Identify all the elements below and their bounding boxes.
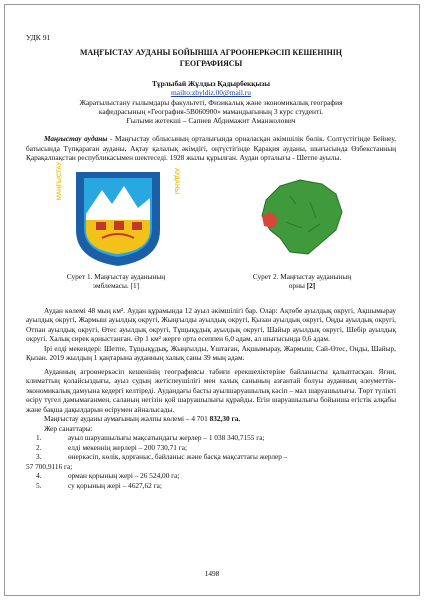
total-area-paragraph: [26, 414, 396, 424]
affiliation-line-2: кафедрасының «География-5В060900» мамандығының 3 курс студенті.: [98, 106, 324, 116]
affiliation-line-1: Жаратылыстану ғылымдары факультеті, Физикалық және экономикалық география: [79, 97, 343, 107]
figure1-caption-line-2: эмблемасы. [1]: [92, 281, 140, 291]
district-emblem-image: [57, 161, 179, 268]
district-location-map: [250, 172, 350, 264]
land-categories-header: Жер санаттары:: [44, 423, 93, 433]
author-name: Тұрлыбай Жұлдыз Қадырбекқызы: [151, 79, 271, 88]
total-area-text: Маңғыстау ауданы аумағының жалпы көлемі – 4 701: [44, 414, 210, 424]
udc-code: УДК 91: [26, 33, 51, 42]
list-item: 3. өнеркәсіп, көлік, қорғаныс, байланыс және басқа мақсаттағы жерлер –: [36, 452, 288, 462]
figure2-caption-text: орны: [288, 281, 307, 291]
page-title: [26, 48, 396, 69]
total-area-value: 832,30 га.: [209, 414, 241, 424]
figure2-reference: [2]: [306, 281, 316, 291]
figure1-caption-line-1: Сурет 1. Маңғыстау ауданының: [66, 271, 166, 281]
intro-lead: Маңғыстау ауданы: [44, 134, 108, 144]
figure1-caption: [46, 272, 186, 291]
agro-paragraph: Ауданның агроөнеркәсіп кешенінің географиясы табиғи ерекшеліктеріне байланысты қалыптасқан. Яғни, климаттың қолайсыздығы, ауыз судың жетіспеушілігі мен халық санының азғантай болуы ауданның әлеуметтік-экономикалық дамуына кедергі келтіреді. Аудандағы басты ауылшаруашылық кәсіп – мал шаруашылығы. Төрт түлікті өсіру түгел дамымағанмен, саланың негізін қой шаруашылығы құрайды. Егін шаруашылығы бойынша егістік алқабы және бақша дақылдарын өсірумен айналысады.: [26, 366, 396, 414]
author-block: [26, 79, 396, 125]
list-item-continuation: 57 700,9116 га;: [26, 461, 73, 471]
land-categories-list: [26, 433, 396, 489]
figure2-caption-line-1: Сурет 2. Маңғыстау ауданының: [252, 271, 352, 281]
author-email-link[interactable]: mailto:zhyldiz.00@mail.ru: [171, 88, 251, 98]
list-item: 2. елді мекеннің жерлері – 200 730,71 га;: [36, 442, 187, 452]
page-number: 1498: [204, 569, 220, 578]
figures-row: [26, 161, 396, 306]
list-item: 1. ауыл шаруашылығы мақсатындағы жерлер – 1 038 340,7155 га;: [36, 433, 265, 443]
emblem-lettering-left: МАҢҒЫСТАУ: [57, 161, 63, 201]
advisor-line: Ғылыми жетекші – Сапиев Абдимажит Аманжолович: [126, 116, 296, 126]
document-page: [26, 36, 396, 490]
intro-text: - Маңғыстау облысының орталығында орналасқан әкімшілік бөлік. Солтүстігінде Бейнеу, батысында Түпқараған ауданы, Ақтау қалалық әкімдігі, оңтүстігінде Қарақия ауданы, шығысында Өзбекстанның Қарақалпақстан республикасымен шектеседі. 1928 жылы құрылған. Аудан орталығы - Шетпе ауылы.: [26, 134, 396, 163]
settlements-paragraph: Ірі елді мекендері: Шетпе, Тұщықұдық, Жыңғылды, Ұштаған, Ақшымырау, Жармыш, Сай-Өтес, Оңды, Шайыр, Қызан. 2019 жылдың 1 қаңтарына ауданның халық саны 39 мың адам.: [26, 343, 396, 363]
figure2-caption-line-2: [232, 281, 372, 290]
title-line-2: ГЕОГРАФИЯСЫ: [179, 58, 243, 68]
figure2-caption: [232, 272, 372, 291]
list-item: 5. су қорының жері – 4627,62 га;: [36, 480, 162, 490]
list-item: 4. орман қорының жері – 26 524,00 га;: [36, 471, 180, 481]
emblem-lettering-right: АУДАНЫ: [173, 167, 179, 195]
area-paragraph: Аудан көлемі 48 мың км². Аудан құрамында 12 ауыл әкімшілігі бар. Олар: Ақтөбе ауылдық округі, Ақшымырау ауылдық округі, Жармыш ауылдық округі, Жыңғылды ауылдық округі, Қызан ауылдық округі, Оңды ауылдық округі, Отпан ауылдық округі, Өтес ауылдық округі, Тұщықұдық ауылдық округі, Шайыр ауылдық округі, Шебір ауылдық округі. Халық сирек қоныстанған. Әр 1 км² жерге орта есеппен 6,0 адам, ал шығысында 0,6 адам.: [26, 305, 396, 344]
intro-paragraph: [26, 134, 396, 163]
title-line-1: МАҢҒЫСТАУ АУДАНЫ БОЙЫНША АГРООНЕРКӘСІП КЕШЕНІНІҢ: [80, 48, 342, 57]
